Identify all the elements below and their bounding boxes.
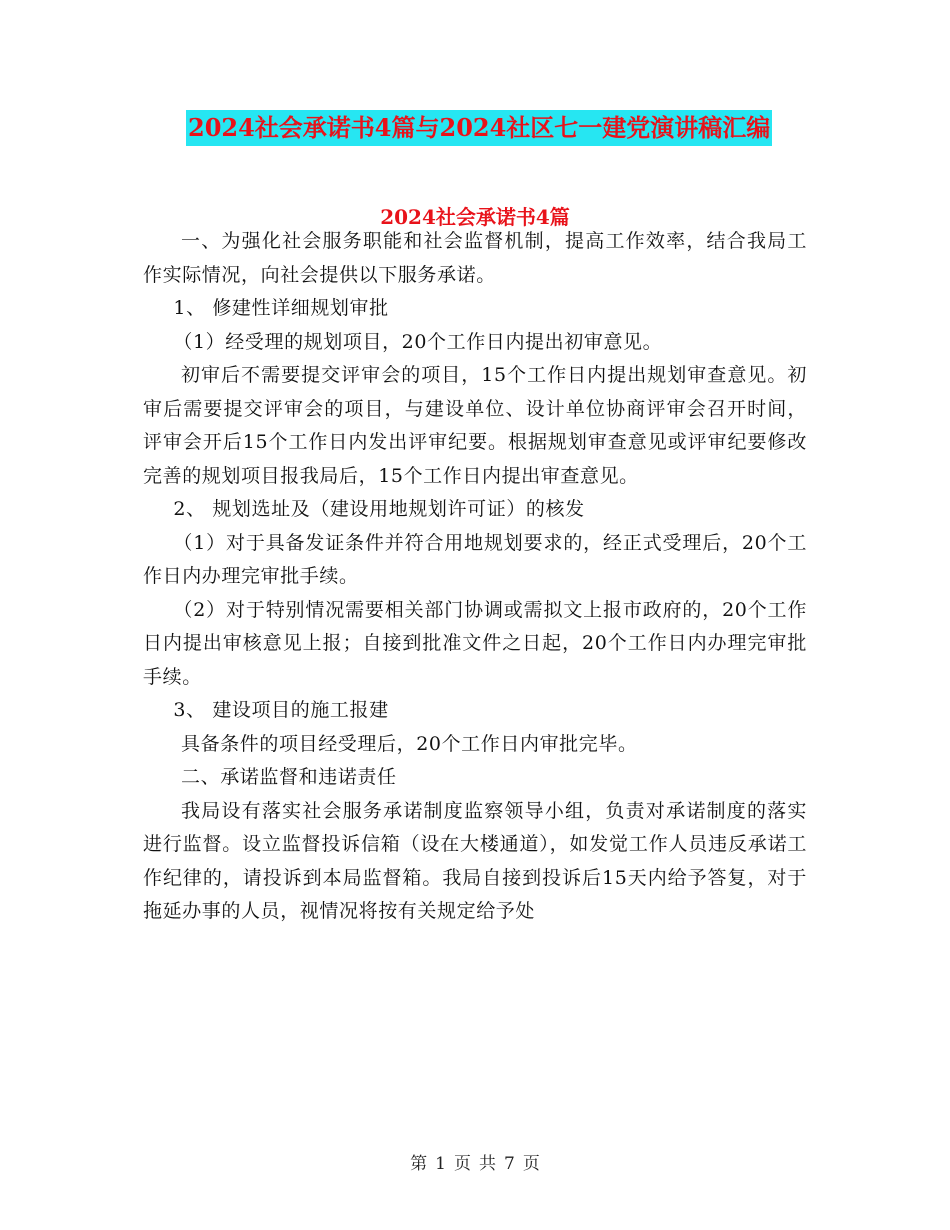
paragraph: （2）对于特别情况需要相关部门协调或需拟文上报市政府的，20个工作日内提出审核意见上报；自接到批准文件之日起，20个工作日内办理完审批手续。 xyxy=(143,598,807,688)
paragraph: （1）对于具备发证条件并符合用地规划要求的，经正式受理后，20个工作日内办理完审批手续。 xyxy=(143,531,807,587)
total-label-prefix: 共 xyxy=(479,1154,496,1174)
section-heading: 2024社会承诺书4篇 xyxy=(380,205,570,229)
total-page-count: 7 xyxy=(504,1154,515,1174)
paragraph: 具备条件的项目经受理后，20个工作日内审批完毕。 xyxy=(181,732,638,755)
page-label-prefix: 第 xyxy=(410,1154,428,1174)
paragraph: 我局设有落实社会服务承诺制度监察领导小组，负责对承诺制度的落实进行监督。设立监督投诉信箱（设在大楼通道），如发觉工作人员违反承诺工作纪律的，请投诉到本局监督箱。我局自接到投诉后15天内给予答复，对于拖延办事的人员，视情况将按有关规定给予处 xyxy=(143,799,807,922)
total-label-suffix: 页 xyxy=(522,1154,540,1174)
paragraph: 一、为强化社会服务职能和社会监督机制，提高工作效率，结合我局工作实际情况，向社会提供以下服务承诺。 xyxy=(143,230,807,286)
current-page-number: 1 xyxy=(435,1154,446,1174)
paragraph: 初审后不需要提交评审会的项目，15个工作日内提出规划审查意见。初审后需要提交评审会的项目，与建设单位、设计单位协商评审会召开时间，评审会开后15个工作日内发出评审纪要。根据规划审查意见或评审纪要修改完善的规划项目报我局后，15个工作日内提出审查意见。 xyxy=(143,364,807,487)
document-body xyxy=(143,225,807,929)
page-label-mid: 页 xyxy=(454,1154,471,1174)
page-footer xyxy=(0,1152,950,1176)
list-item-heading: 3、 建设项目的施工报建 xyxy=(173,699,389,721)
document-title: 2024社会承诺书4篇与2024社区七一建党演讲稿汇编 xyxy=(186,110,772,146)
section-subheading: 二、承诺监督和违诺责任 xyxy=(181,766,397,788)
list-item-heading: 2、 规划选址及（建设用地规划许可证）的核发 xyxy=(173,498,585,520)
paragraph: （1）经受理的规划项目，20个工作日内提出初审意见。 xyxy=(173,330,663,353)
list-item-heading: 1、 修建性详细规划审批 xyxy=(173,297,389,319)
